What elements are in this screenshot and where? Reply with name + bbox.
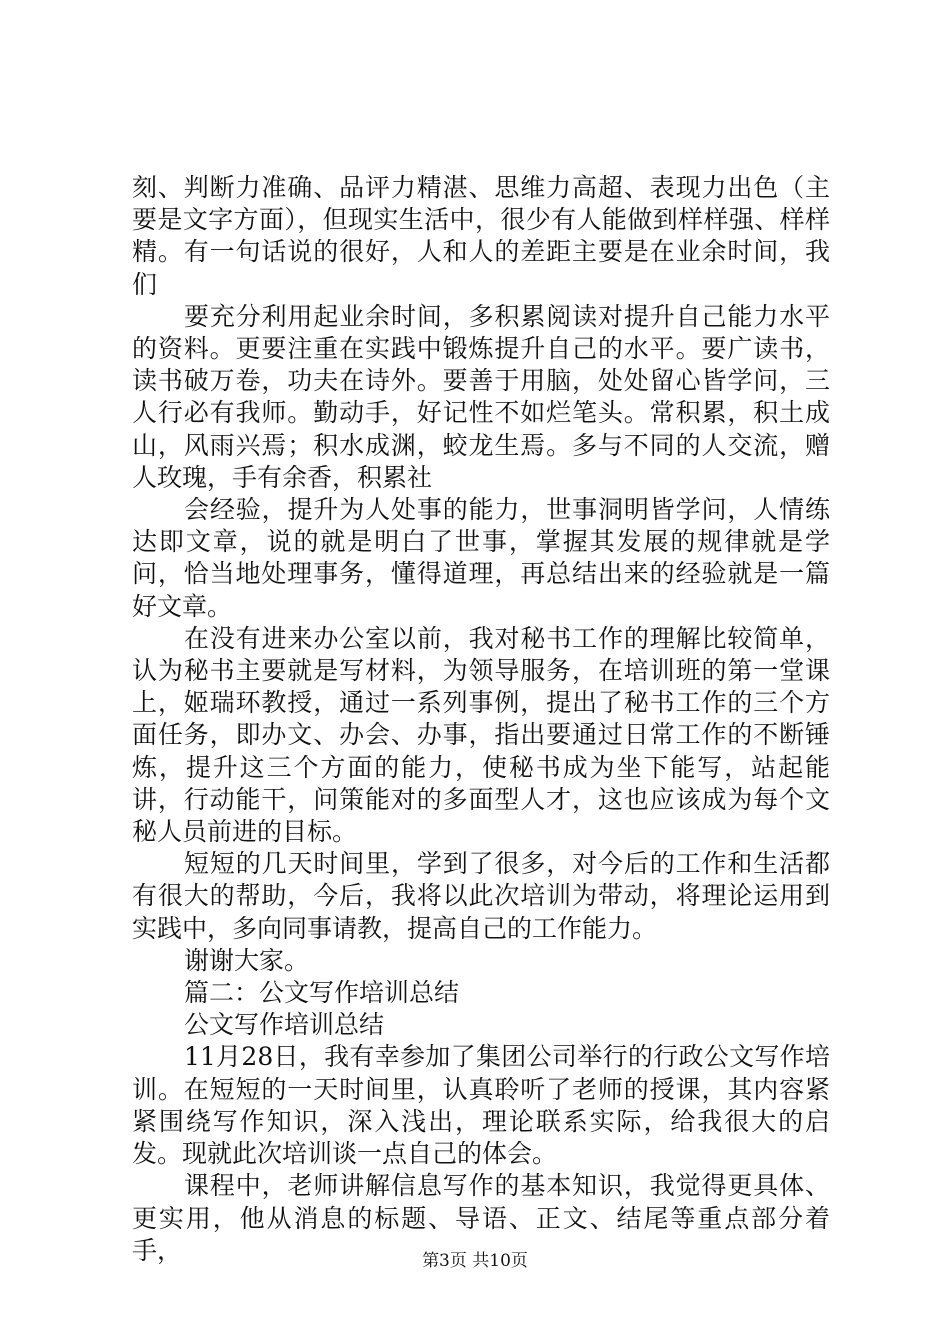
paragraph-5: 短短的几天时间里，学到了很多，对今后的工作和生活都有很大的帮助，今后，我将以此次培训为带动，将理论运用到实践中，多向同事请教，提高自己的工作能力。	[132, 849, 830, 943]
paragraph-4: 在没有进来办公室以前，我对秘书工作的理解比较简单，认为秘书主要就是写材料，为领导服务，在培训班的第一堂课上，姬瑞环教授，通过一系列事例，提出了秘书工作的三个方面任务，即办文、办会、办事，指出要通过日常工作的不断锤炼，提升这三个方面的能力，使秘书成为坐下能写，站起能讲，行动能干，问策能对的多面型人才，这也应该成为每个文秘人员前进的目标。	[132, 623, 830, 847]
section-title: 公文写作培训总结	[184, 1010, 385, 1040]
paragraph-2: 要充分利用起业余时间，多积累阅读对提升自己能力水平的资料。更要注重在实践中锻炼提升自己的水平。要广读书，读书破万卷，功夫在诗外。要善于用脑，处处留心皆学问，三人行必有我师。勤动手，好记性不如烂笔头。常积累，积土成山，风雨兴焉；积水成渊，蛟龙生焉。多与不同的人交流，赠人玫瑰，手有余香，积累社	[132, 301, 830, 492]
paragraph-3: 会经验，提升为人处事的能力，世事洞明皆学问，人情练达即文章，说的就是明白了世事，掌握其发展的规律就是学问，恰当地处理事务，懂得道理，再总结出来的经验就是一篇好文章。	[132, 495, 830, 621]
paragraph-10: 课程中，老师讲解信息写作的基本知识，我觉得更具体、更实用，他从消息的标题、导语、正文、结尾等重点部分着手，	[132, 1171, 830, 1265]
document-body	[132, 172, 830, 1267]
closing-thanks: 谢谢大家。	[184, 945, 310, 975]
section-heading: 篇二：公文写作培训总结	[184, 978, 460, 1008]
page-number: 第3页 共10页	[422, 1251, 528, 1271]
paragraph-1: 刻、判断力准确、品评力精湛、思维力高超、表现力出色（主要是文字方面），但现实生活中，很少有人能做到样样强、样样精。有一句话说的很好，人和人的差距主要是在业余时间，我们	[132, 173, 830, 299]
paragraph-9: 11月28日，我有幸参加了集团公司举行的行政公文写作培训。在短短的一天时间里，认真聆听了老师的授课，其内容紧紧围绕写作知识，深入浅出，理论联系实际，给我很大的启发。现就此次培训谈一点自己的体会。	[132, 1042, 830, 1169]
